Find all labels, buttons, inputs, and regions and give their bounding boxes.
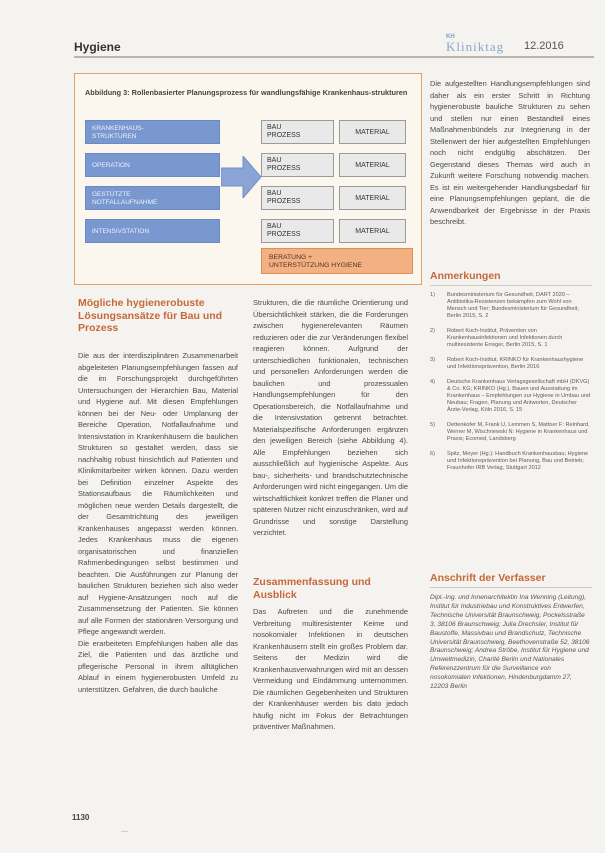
box-hygiene-support: BERATUNG + UNTERSTÜTZUNG HYGIENE <box>261 248 413 274</box>
box-emergency: GESTÜTZTE NOTFALLAUFNAHME <box>85 186 220 210</box>
cell-material-3: MATERIAL <box>339 186 406 210</box>
header-divider <box>74 56 594 58</box>
middle-column-text: Strukturen, die die räumliche Orientierung und Übersichtlichkeit stärken, die die Forderungen zwischen hygienerelevanten Räumen reduzieren oder die zur Veränderungen flexibel reagieren können. Aufgrund der unterschiedlichen funktionalen, technischen und personellen Anforderungen werden die baulichen und prozessualen Handlungsempfehlungen für den Operationsbereich, die Notfallaufnahme und die Intensivstation getrennt betrachtet. Materialspezifische Anforderungen ergänzen den jeweiligen Bereich (siehe Abbildung 4). Alle Empfehlungen beziehen sich ausschließlich auf hygienische Aspekte. Aus bau-, sicherheits- und brandschutztechnische Anforderungen wird nicht eingegangen. Um die wirtschaftlichkeit konkret treffen die Planer und späteren Nutzer nicht einzuschränken, wird auf Grundrisse und sonstige Darstellung verzichtet. <box>253 298 408 537</box>
cell-bau-prozess-1: BAU PROZESS <box>261 120 334 144</box>
notes-list <box>430 292 592 480</box>
notes-title: Anmerkungen <box>430 270 501 282</box>
cell-material-1: MATERIAL <box>339 120 406 144</box>
note-item: 3) Robert Koch-Institut, KRINKO für Krankenhaushygiene und Infektionsprävention, Berlin 2016 <box>430 357 584 370</box>
address-divider <box>430 587 592 588</box>
footer-mark: — <box>121 828 128 835</box>
issue-date: 12.2016 <box>524 40 564 52</box>
note-item: 6) Spitz, Meyer (Hg.): Handbuch Krankenhausbau; Hygiene und Infektionsprävention bei Planung, Bau und Betrieb; Fraunhofer IRB Verlag, Stuttgart 2012 <box>430 451 589 471</box>
note-item: 2) Robert Koch-Institut, Prävention von Krankenhausinfektionen und Infektionen durch multiresistente Erreger, Berlin 2015, S. 1 <box>430 328 563 348</box>
magazine-logo <box>446 36 520 54</box>
left-section-text: Die aus der interdisziplinären Zusammenarbeit abgeleiteten Planungsempfehlungen fassen auf die im Forschungsprojekt durchgeführten Untersuchungen der Hierarchien Bau, Material und Hygiene auf. Mit diesen Empfehlungen können bei der Neu- oder Umplanung der Bereiche Operation, Notfallaufnahme und Intensivstation in Krankenhäusern die baulichen Strukturen so gestaltet werden, dass sie nachhaltig robust hinsichtlich auf Patienten und Klinikmitarbeiter wirken können. Dazu werden bei Definition einzelner Aspekte des Stationsaufbaus die Räumlichkeiten und möglichen neue werden Details dargestellt, die der Gesamtrichtung des jeweiligen Krankenhauses angepasst werden können. Jedes Krankenhaus muss die eigenen organisatorischen und finanziellen Rahmenbedingungen selbst bestimmen und beachten. Die Ausführungen zur Planung der baulichen Strukturen beziehen sich also weder auf Hygiene-Ansätzungen noch auf die Zusammensetzung der Patienten. Sie können auf alle Formen der stationären Versorgung und Pflege angewandt werden. Die erarbeiteten Empfehlungen haben alle das Ziel, die Patienten und das ärztliche und pflegerische Personal in ihrem alltäglichen Ablauf in einem hygienerobusten Umfeld zu unterstützen. Gefahren, die durch bauliche <box>78 351 238 694</box>
box-intensive-care: INTENSIVSTATION <box>85 219 220 243</box>
figure-caption: Abbildung 3: Rollenbasierter Planungsprozess für wandlungsfähige Krankenhaus-strukturen <box>85 88 408 97</box>
figure-box <box>74 73 422 285</box>
planning-diagram <box>85 116 415 281</box>
cell-bau-prozess-4: BAU PROZESS <box>261 219 334 243</box>
address-title: Anschrift der Verfasser <box>430 572 546 584</box>
cell-bau-prozess-2: BAU PROZESS <box>261 153 334 177</box>
right-column-text: Die aufgestellten Handlungsempfehlungen sind daher als ein erster Schritt in Richtung hygienerobuste bauliche Strukturen zu sehen und stellen nur einen Bestandteil eines Maßnahmenbündels zur Integrierung in der Stellenwert der hier aufgestellten Empfehlungen noch nicht endgültig abschätzen. Der Gegenstand dieses Themas wird auch in Zukunft weitere Forschung notwendig machen. Es ist ein weitergehender Handlungsbedarf für eine Planungsempfehlungen geplant, die die Anwendbarkeit der Ergebnisse in der Praxis beschreibt. <box>430 79 590 226</box>
box-hospital-structures: KRANKENHAUS- STRUKTUREN <box>85 120 220 144</box>
logo-prefix: KH <box>446 34 455 40</box>
section-title: Hygiene <box>74 40 121 54</box>
logo-name: Kliniktag <box>446 39 505 54</box>
left-section-title: Mögliche hygienerobuste Lösungsansätze für Bau und Prozess <box>78 297 223 334</box>
notes-divider <box>430 285 592 286</box>
summary-title: Zusammenfassung und Ausblick <box>253 576 371 601</box>
cell-material-2: MATERIAL <box>339 153 406 177</box>
cell-bau-prozess-3: BAU PROZESS <box>261 186 334 210</box>
cell-material-4: MATERIAL <box>339 219 406 243</box>
page-number: 1130 <box>72 813 90 822</box>
summary-text: Das Auftreten und die zunehmende Verbreitung multiresistenter Keime und nosokomialer Infektionen in deutschen Krankenhäusern stellt ein großes Problem dar. Seitens der Medizin wird die Krankenhausverwahrungen wird mit an dessen Vermeidung und Eindämmung unternommen. Die räumlichen Gegebenheiten und Strukturen der Krankenhäuser werden bis dato jedoch häufig nicht im Fokus der Betrachtungen präventiver Maßnahmen. <box>253 607 408 731</box>
address-text: Dipl.-Ing. und Innenarchitektin Ina Wenning (Leitung), Institut für Industriebau und Konstruktives Entwerfen, Technische Universität Braunschweig, Pockelsstraße 3, 38106 Braunschweig; Julia Drechsler, Institut für Baustoffe, Massivbau und Brandschutz, Technische Universität Braunschweig, Beethovenstraße 52, 38106 Braunschweig; Andrea Ströbe, Institut für Hygiene und Umweltmedizin, Charité Berlin und Nationales Referenzzentrum für die Surveillance von nosokomialen Infektionen, Hindenburgdamm 27, 12203 Berlin <box>430 594 590 691</box>
arrow-right-icon <box>221 156 261 198</box>
note-item: 4) Deutsche Krankenhaus Verlagsgesellschaft mbH (DKVG) & Co. KG; KRINKO (Hg.), Bauen und Ausstattung im Krankenhaus – Empfehlungen zur Hygiene in Umbau und Neubau; Fragen, Planung und Antworten, Deutscher Ärzte-Verlag, Köln 2016, S. 15 <box>430 379 591 413</box>
note-item: 5) Dettenkofer M, Frank U, Lemmen S, Mattner F: Reinhard, Werner M, Wischnewski N: Hygiene in Krankenhaus und Praxis; Ecomed, Landsberg <box>430 422 590 442</box>
note-item: 1) Bundesministerium für Gesundheit, DART 2020 – Antibiotika-Resistenzen bekämpfen zum Wohl von Mensch und Tier; Bundesministerium für Gesundheit, Berlin 2015, S. 2 <box>430 292 579 319</box>
box-operation: OPERATION <box>85 153 220 177</box>
